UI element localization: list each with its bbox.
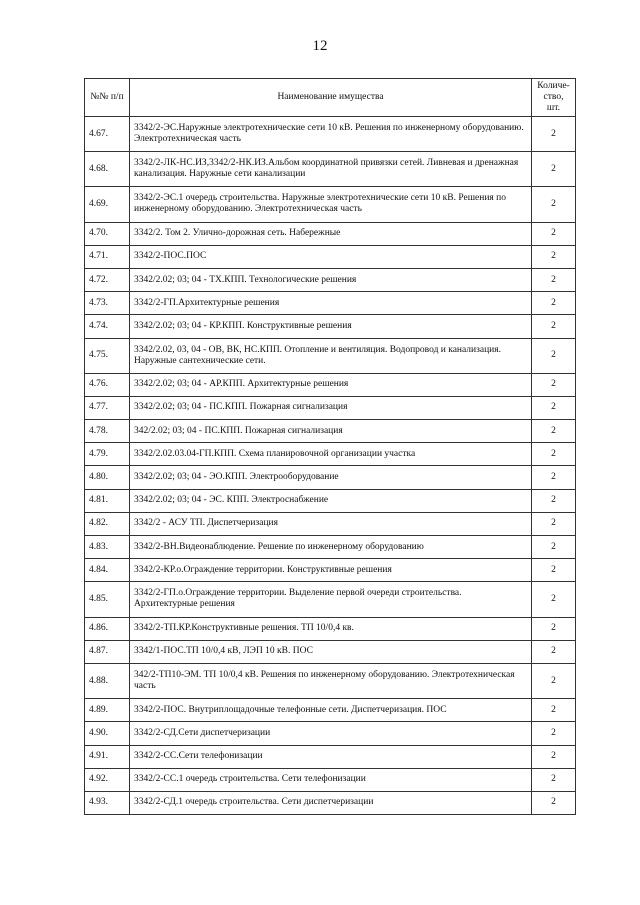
row-number-cell: 4.91. (85, 745, 130, 768)
table-row (85, 617, 576, 640)
row-quantity-cell: 2 (532, 559, 576, 582)
table-row (85, 536, 576, 559)
table-row (85, 466, 576, 489)
row-quantity-cell: 2 (532, 338, 576, 373)
table-row (85, 152, 576, 187)
row-quantity-cell: 2 (532, 443, 576, 466)
row-quantity-cell: 2 (532, 152, 576, 187)
table-row (85, 245, 576, 268)
row-quantity-cell: 2 (532, 117, 576, 152)
table-header-row (85, 79, 576, 117)
row-name-cell: 3342/2-СД.1 очередь строительства. Сети диспетчеризации (130, 791, 532, 814)
row-quantity-cell: 2 (532, 640, 576, 663)
row-name-cell: 3342/2-ЛК-НС.ИЗ,3342/2-НК.ИЗ.Альбом координатной привязки сетей. Ливневая и дренажная канализация. Наружные сети канализации (130, 152, 532, 187)
row-quantity-cell: 2 (532, 791, 576, 814)
row-number-cell: 4.84. (85, 559, 130, 582)
row-quantity-cell: 2 (532, 292, 576, 315)
row-number-cell: 4.75. (85, 338, 130, 373)
row-name-cell: 3342/2.02; 03; 04 - АР.КПП. Архитектурные решения (130, 373, 532, 396)
row-name-cell: 3342/2-ЭС.Наружные электротехнические сети 10 кВ. Решения по инженерному оборудованию. Электротехническая часть (130, 117, 532, 152)
row-quantity-cell: 2 (532, 699, 576, 722)
row-name-cell: 3342/2.02, 03, 04 - ОВ, ВК, НС.КПП. Отопление и вентиляция. Водопровод и канализация. Наружные сантехнические сети. (130, 338, 532, 373)
row-number-cell: 4.81. (85, 489, 130, 512)
row-number-cell: 4.80. (85, 466, 130, 489)
table-row (85, 187, 576, 222)
row-number-cell: 4.73. (85, 292, 130, 315)
row-quantity-cell: 2 (532, 315, 576, 338)
row-number-cell: 4.88. (85, 663, 130, 698)
row-quantity-cell: 2 (532, 396, 576, 419)
row-name-cell: 3342/2-ЭС.1 очередь строительства. Наружные электротехнические сети 10 кВ. Решения по инженерному оборудованию. Электротехническая часть (130, 187, 532, 222)
row-name-cell: 3342/2.02; 03; 04 - ПС.КПП. Пожарная сигнализация (130, 396, 532, 419)
table-row (85, 512, 576, 535)
row-quantity-cell: 2 (532, 466, 576, 489)
table-body (85, 117, 576, 815)
row-quantity-cell: 2 (532, 222, 576, 245)
table-row (85, 722, 576, 745)
row-quantity-cell: 2 (532, 512, 576, 535)
table-row (85, 489, 576, 512)
table-row (85, 117, 576, 152)
row-name-cell: 3342/2-ВН.Видеонаблюдение. Решение по инженерному оборудованию (130, 536, 532, 559)
row-name-cell: 3342/2.02; 03; 04 - ЭО.КПП. Электрооборудование (130, 466, 532, 489)
header-num: №№ п/п (85, 79, 130, 117)
row-name-cell: 342/2-ТП10-ЭМ. ТП 10/0,4 кВ. Решения по инженерному оборудованию. Электротехническая часть (130, 663, 532, 698)
row-quantity-cell: 2 (532, 617, 576, 640)
table-row (85, 315, 576, 338)
row-name-cell: 3342/2-ГП.о.Ограждение территории. Выделение первой очереди строительства. Архитектурные решения (130, 582, 532, 617)
row-quantity-cell: 2 (532, 582, 576, 617)
row-name-cell: 3342/2-КР.о.Ограждение территории. Конструктивные решения (130, 559, 532, 582)
table-row (85, 745, 576, 768)
row-number-cell: 4.79. (85, 443, 130, 466)
row-quantity-cell: 2 (532, 745, 576, 768)
row-name-cell: 3342/2.02; 03; 04 - ТХ.КПП. Технологические решения (130, 268, 532, 291)
row-name-cell: 3342/2-ПОС. Внутриплощадочные телефонные сети. Диспетчеризация. ПОС (130, 699, 532, 722)
table-row (85, 582, 576, 617)
table-row (85, 443, 576, 466)
row-quantity-cell: 2 (532, 420, 576, 443)
row-name-cell: 342/2.02; 03; 04 - ПС.КПП. Пожарная сигнализация (130, 420, 532, 443)
row-quantity-cell: 2 (532, 489, 576, 512)
row-name-cell: 3342/2. Том 2. Улично-дорожная сеть. Набережные (130, 222, 532, 245)
row-name-cell: 3342/2-СД.Сети диспетчеризации (130, 722, 532, 745)
row-name-cell: 3342/2-СС.1 очередь строительства. Сети телефонизации (130, 768, 532, 791)
row-name-cell: 3342/2-ТП.КР.Конструктивные решения. ТП 10/0,4 кв. (130, 617, 532, 640)
table-row (85, 420, 576, 443)
header-qty: Количе-ство, шт. (532, 79, 576, 117)
row-number-cell: 4.71. (85, 245, 130, 268)
row-quantity-cell: 2 (532, 268, 576, 291)
table-row (85, 338, 576, 373)
row-number-cell: 4.69. (85, 187, 130, 222)
page-number: 12 (312, 38, 328, 54)
row-name-cell: 3342/2.02.03.04-ГП.КПП. Схема планировочной организации участка (130, 443, 532, 466)
table-row (85, 396, 576, 419)
table-row (85, 292, 576, 315)
row-number-cell: 4.74. (85, 315, 130, 338)
table-row (85, 663, 576, 698)
row-number-cell: 4.87. (85, 640, 130, 663)
row-quantity-cell: 2 (532, 663, 576, 698)
row-name-cell: 3342/2-ПОС.ПОС (130, 245, 532, 268)
row-number-cell: 4.92. (85, 768, 130, 791)
table-row (85, 559, 576, 582)
row-number-cell: 4.82. (85, 512, 130, 535)
row-number-cell: 4.89. (85, 699, 130, 722)
table-row (85, 222, 576, 245)
row-quantity-cell: 2 (532, 768, 576, 791)
row-number-cell: 4.93. (85, 791, 130, 814)
row-name-cell: 3342/1-ПОС.ТП 10/0,4 кВ, ЛЭП 10 кВ. ПОС (130, 640, 532, 663)
table-row (85, 699, 576, 722)
row-name-cell: 3342/2 - АСУ ТП. Диспетчеризация (130, 512, 532, 535)
row-number-cell: 4.68. (85, 152, 130, 187)
inventory-table (84, 78, 576, 815)
row-number-cell: 4.90. (85, 722, 130, 745)
table-row (85, 791, 576, 814)
row-number-cell: 4.86. (85, 617, 130, 640)
row-number-cell: 4.83. (85, 536, 130, 559)
row-number-cell: 4.67. (85, 117, 130, 152)
row-name-cell: 3342/2-СС.Сети телефонизации (130, 745, 532, 768)
row-number-cell: 4.85. (85, 582, 130, 617)
row-quantity-cell: 2 (532, 245, 576, 268)
row-quantity-cell: 2 (532, 536, 576, 559)
table-row (85, 268, 576, 291)
row-number-cell: 4.77. (85, 396, 130, 419)
row-number-cell: 4.70. (85, 222, 130, 245)
header-name: Наименование имущества (130, 79, 532, 117)
row-quantity-cell: 2 (532, 722, 576, 745)
row-name-cell: 3342/2.02; 03; 04 - КР.КПП. Конструктивные решения (130, 315, 532, 338)
row-number-cell: 4.72. (85, 268, 130, 291)
row-number-cell: 4.76. (85, 373, 130, 396)
row-name-cell: 3342/2.02; 03; 04 - ЭС. КПП. Электроснабжение (130, 489, 532, 512)
table-row (85, 373, 576, 396)
table-row (85, 768, 576, 791)
row-number-cell: 4.78. (85, 420, 130, 443)
row-name-cell: 3342/2-ГП.Архитектурные решения (130, 292, 532, 315)
table-row (85, 640, 576, 663)
row-quantity-cell: 2 (532, 373, 576, 396)
row-quantity-cell: 2 (532, 187, 576, 222)
